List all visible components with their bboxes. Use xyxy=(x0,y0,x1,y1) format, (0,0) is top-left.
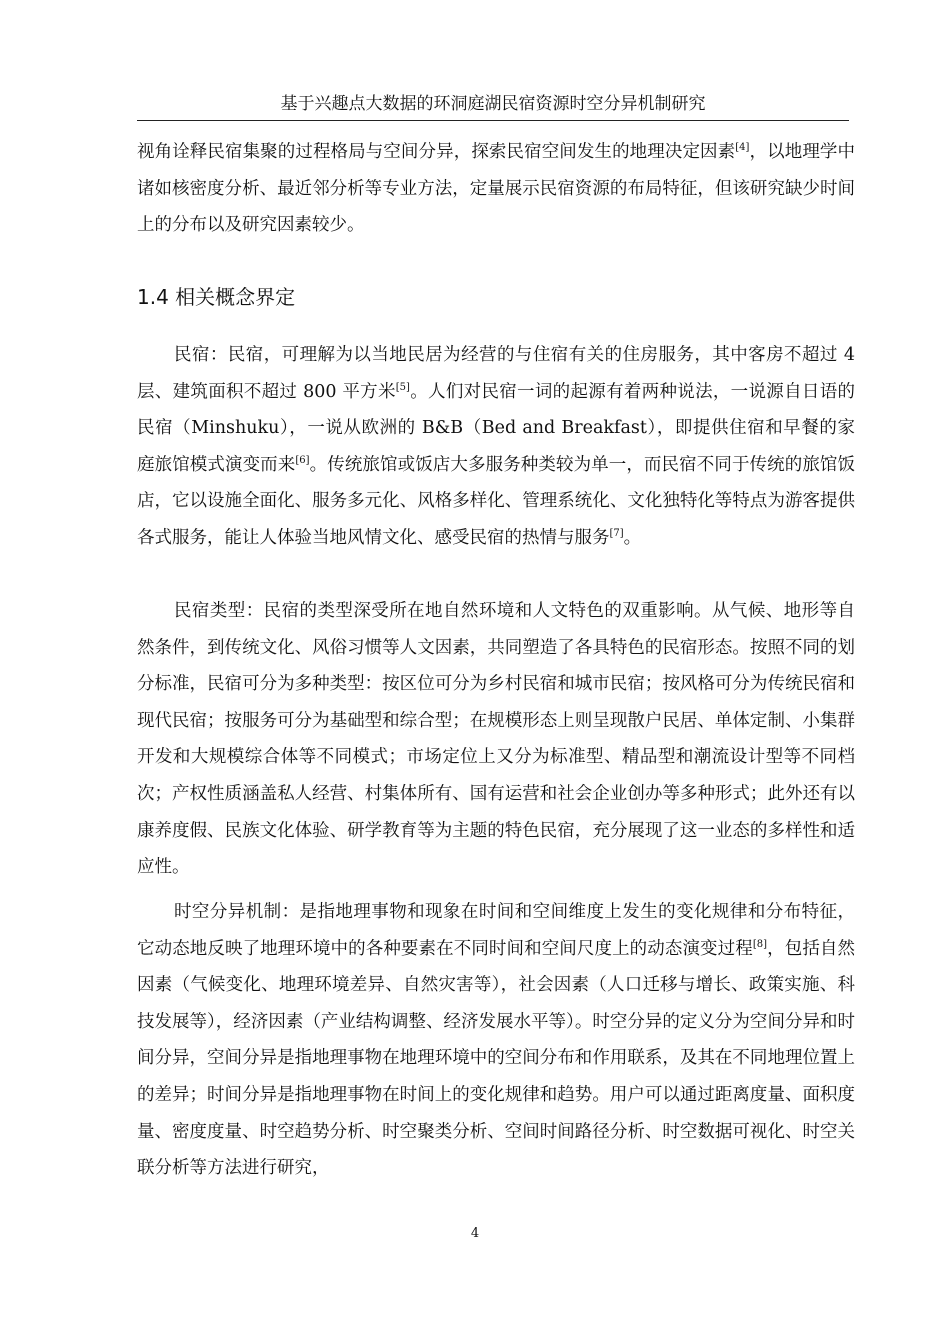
paragraph-continued xyxy=(137,134,855,244)
citation: [7] xyxy=(609,527,624,539)
citation: [5] xyxy=(395,381,410,393)
paragraph-text: 时空分异机制：是指地理事物和现象在时间和空间维度上发生的变化规律和分布特征，它动态地反映了地理环境中的各种要素在不同时间和空间尺度上的动态演变过程 xyxy=(137,902,855,959)
paragraph-text: 。人们对民宿一词的起源有着两种说法，一说源自日语的民宿（Minshuku），一说从欧洲的 B&B（Bed and Breakfast），即提供住宿和早餐的家庭旅馆模式演变而来 xyxy=(137,381,855,475)
paragraph-text: 视角诠释民宿集聚的过程格局与空间分异，探索民宿空间发生的地理决定因素 xyxy=(137,142,736,162)
running-header xyxy=(137,92,849,121)
paragraph-text: ，以地理学中诸如核密度分析、最近邻分析等专业方法，定量展示民宿资源的布局特征，但该研究缺少时间上的分布以及研究因素较少。 xyxy=(137,142,856,236)
page-number: 4 xyxy=(470,1226,480,1241)
paragraph-spatiotemporal-mechanism xyxy=(137,894,855,1187)
paragraph-text: ，包括自然因素（气候变化、地理环境差异、自然灾害等），社会因素（人口迁移与增长、政策实施、科技发展等），经济因素（产业结构调整、经济发展水平等）。时空分异的定义分为空间分异和时间分异，空间分异是指地理事物在地理环境中的空间分布和作用联系，及其在不同地理位置上的差异；时间分异是指地理事物在时间上的变化规律和趋势。用户可以通过距离度量、面积度量、密度度量、时空趋势分析、时空聚类分析、空间时间路径分析、时空数据可视化、时空关联分析等方法进行研究， xyxy=(137,938,856,1179)
header-title: 基于兴趣点大数据的环洞庭湖民宿资源时空分异机制研究 xyxy=(280,94,706,114)
paragraph-text: 。 xyxy=(623,527,642,548)
paragraph-minsu-definition xyxy=(137,337,855,557)
section-heading: 1.4 相关概念界定 xyxy=(137,285,296,309)
citation: [6] xyxy=(295,454,310,466)
citation: [4] xyxy=(735,142,750,153)
citation: [8] xyxy=(752,938,768,950)
paragraph-minsu-types xyxy=(137,593,855,886)
paragraph-text: 民宿：民宿，可理解为以当地民居为经营的与住宿有关的住房服务，其中客房不超过 4 层、建筑面积不超过 800 平方米 xyxy=(137,345,855,402)
paragraph-text: 民宿类型：民宿的类型深受所在地自然环境和人文特色的双重影响。从气候、地形等自然条件，到传统文化、风俗习惯等人文因素，共同塑造了各具特色的民宿形态。按照不同的划分标准，民宿可分为多种类型：按区位可分为乡村民宿和城市民宿；按风格可分为传统民宿和现代民宿；按服务可分为基础型和综合型；在规模形态上则呈现散户民居、单体定制、小集群开发和大规模综合体等不同模式；市场定位上又分为标准型、精品型和潮流设计型等不同档次；产权性质涵盖私人经营、村集体所有、国有运营和社会企业创办等多种形式；此外还有以康养度假、民族文化体验、研学教育等为主题的特色民宿，充分展现了这一业态的多样性和适应性。 xyxy=(137,601,855,878)
paragraph-text: 。传统旅馆或饭店大多服务种类较为单一，而民宿不同于传统的旅馆饭店，它以设施全面化、服务多元化、风格多样化、管理系统化、文化独特化等特点为游客提供各式服务，能让人体验当地风情文化、感受民宿的热情与服务 xyxy=(137,454,856,548)
